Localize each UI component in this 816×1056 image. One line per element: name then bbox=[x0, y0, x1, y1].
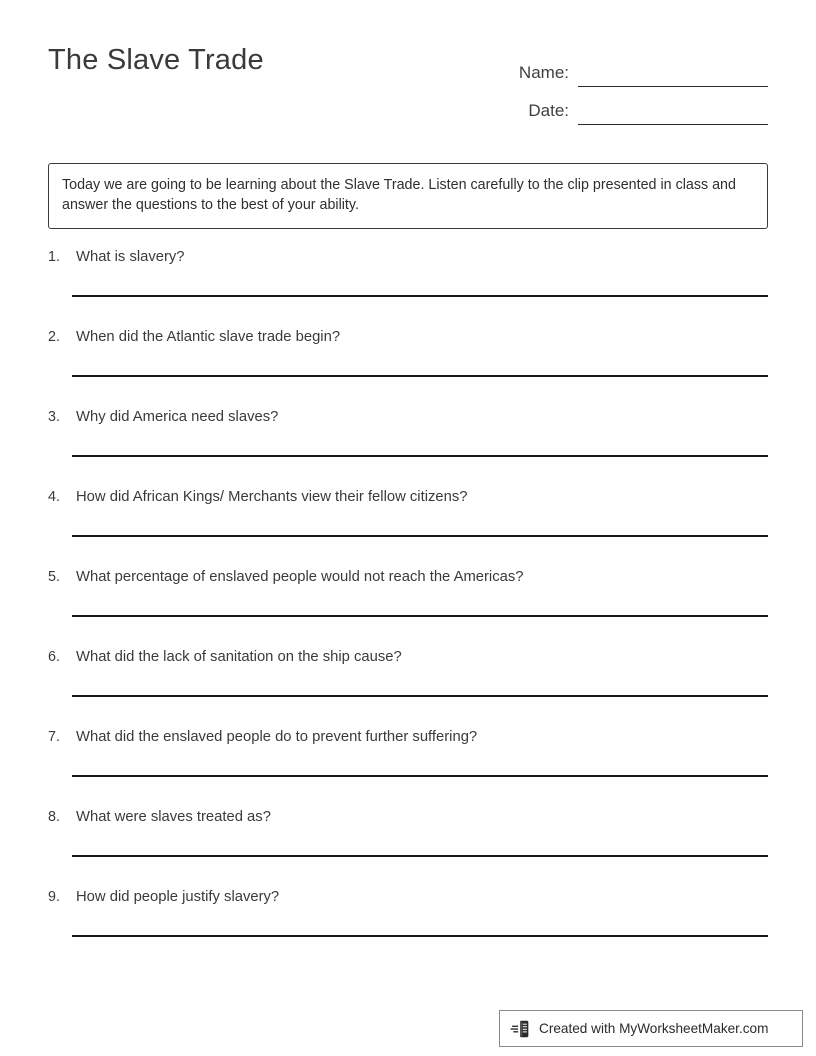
question-head-6 bbox=[48, 648, 768, 666]
question-text-8: What were slaves treated as? bbox=[76, 809, 271, 825]
answer-line-5[interactable] bbox=[72, 615, 768, 617]
question-head-9 bbox=[48, 888, 768, 906]
question-text-7: What did the enslaved people do to prevent further suffering? bbox=[76, 729, 478, 745]
worksheet-maker-logo-icon bbox=[510, 1018, 532, 1040]
name-field-label: Name: bbox=[518, 63, 569, 82]
question-text-5: What percentage of enslaved people would not reach the Americas? bbox=[76, 569, 524, 585]
question-head-8 bbox=[48, 808, 768, 826]
answer-line-7[interactable] bbox=[72, 775, 768, 777]
question-number-4: 4. bbox=[48, 489, 60, 505]
question-text-6: What did the lack of sanitation on the ship cause? bbox=[76, 649, 402, 665]
created-with-badge[interactable] bbox=[499, 1010, 803, 1047]
date-field-row bbox=[508, 87, 768, 125]
question-number-7: 7. bbox=[48, 729, 60, 745]
question-number-3: 3. bbox=[48, 409, 60, 425]
question-item-5 bbox=[48, 568, 768, 648]
answer-line-3[interactable] bbox=[72, 455, 768, 457]
page-title: The Slave Trade bbox=[48, 44, 264, 76]
question-item-3 bbox=[48, 408, 768, 488]
instructions-box bbox=[48, 163, 768, 229]
answer-line-1[interactable] bbox=[72, 295, 768, 297]
name-field-input[interactable] bbox=[578, 83, 768, 87]
question-number-8: 8. bbox=[48, 809, 60, 825]
question-head-7 bbox=[48, 728, 768, 746]
question-number-9: 9. bbox=[48, 889, 60, 905]
question-item-2 bbox=[48, 328, 768, 408]
question-text-4: How did African Kings/ Merchants view their fellow citizens? bbox=[76, 489, 468, 505]
question-text-1: What is slavery? bbox=[76, 249, 185, 265]
created-with-label: Created with MyWorksheetMaker.com bbox=[539, 1021, 769, 1036]
answer-line-2[interactable] bbox=[72, 375, 768, 377]
question-item-9 bbox=[48, 888, 768, 968]
date-field-label: Date: bbox=[528, 101, 569, 120]
question-item-1 bbox=[48, 248, 768, 328]
answer-line-4[interactable] bbox=[72, 535, 768, 537]
question-item-8 bbox=[48, 808, 768, 888]
answer-line-8[interactable] bbox=[72, 855, 768, 857]
question-item-4 bbox=[48, 488, 768, 568]
answer-line-6[interactable] bbox=[72, 695, 768, 697]
instructions-text: Today we are going to be learning about the Slave Trade. Listen carefully to the clip presented in class and answer the questions to the best of your ability. bbox=[62, 177, 736, 214]
date-field-input[interactable] bbox=[578, 121, 768, 125]
question-number-6: 6. bbox=[48, 649, 60, 665]
question-number-5: 5. bbox=[48, 569, 60, 585]
question-head-1 bbox=[48, 248, 768, 266]
question-number-1: 1. bbox=[48, 249, 60, 265]
question-text-2: When did the Atlantic slave trade begin? bbox=[76, 329, 341, 345]
worksheet-header bbox=[48, 44, 768, 124]
question-head-5 bbox=[48, 568, 768, 586]
question-number-2: 2. bbox=[48, 329, 60, 345]
answer-line-9[interactable] bbox=[72, 935, 768, 937]
student-info-fields bbox=[508, 49, 768, 125]
question-text-9: How did people justify slavery? bbox=[76, 889, 280, 905]
question-text-3: Why did America need slaves? bbox=[76, 409, 279, 425]
question-item-7 bbox=[48, 728, 768, 808]
name-field-row bbox=[508, 49, 768, 87]
question-head-3 bbox=[48, 408, 768, 426]
question-list bbox=[48, 248, 768, 968]
question-item-6 bbox=[48, 648, 768, 728]
question-head-2 bbox=[48, 328, 768, 346]
question-head-4 bbox=[48, 488, 768, 506]
